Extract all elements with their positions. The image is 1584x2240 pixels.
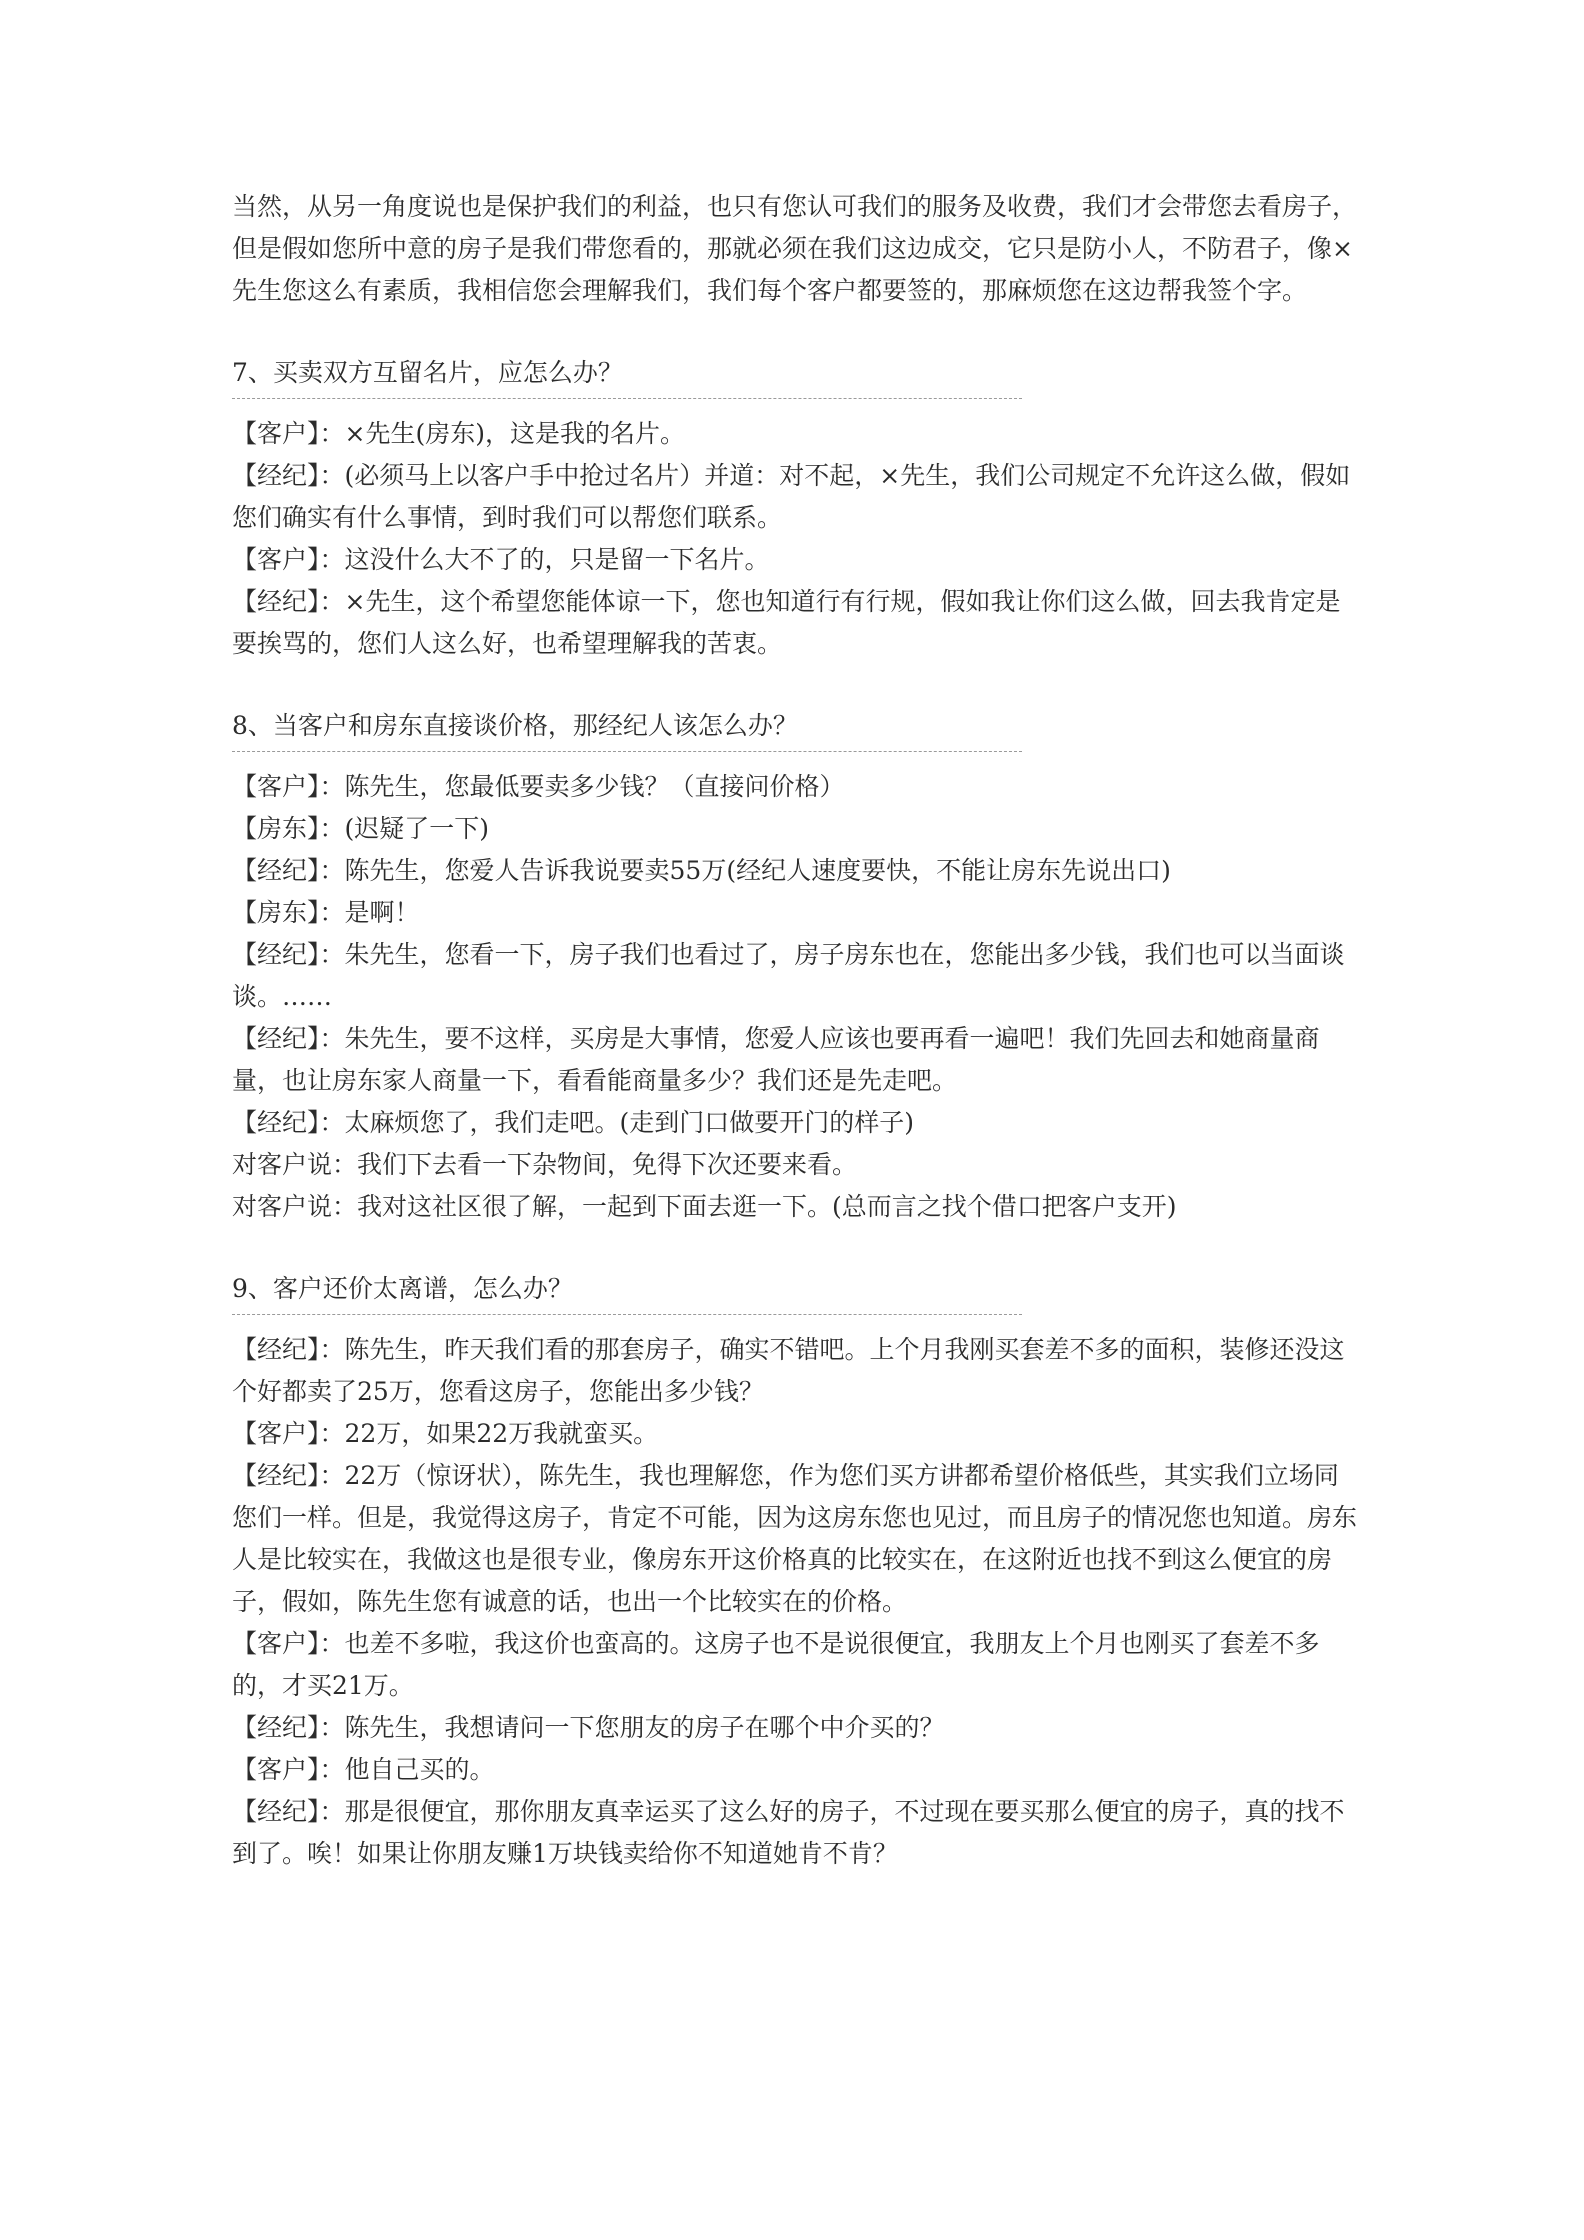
dialogue-text: ：×先生(房东)，这是我的名片。: [319, 419, 685, 448]
dialogue-line: [232, 1102, 1362, 1144]
document-page: [232, 186, 1362, 1875]
intro-paragraph: 当然，从另一角度说也是保护我们的利益，也只有您认可我们的服务及收费，我们才会带您去看房子，但是假如您所中意的房子是我们带您看的，那就必须在我们这边成交，它只是防小人，不防君子，像×先生您这么有素质，我相信您会理解我们，我们每个客户都要签的，那麻烦您在这边帮我签个字。: [232, 192, 1358, 305]
speaker-label: 【房东】: [232, 898, 320, 927]
dialogue-line: [232, 413, 1362, 455]
speaker-label: 【经纪】: [232, 1713, 320, 1742]
dialogue-line: [232, 1329, 1362, 1413]
speaker-label: 【经纪】: [232, 587, 320, 616]
dialogue-text: ：朱先生，您看一下，房子我们也看过了，房子房东也在，您能出多少钱，我们也可以当面谈谈。……: [232, 940, 1345, 1011]
dialogue-line: [232, 1623, 1362, 1707]
dialogue-text: ：朱先生，要不这样，买房是大事情，您爱人应该也要再看一遍吧！我们先回去和她商量商量，也让房东家人商量一下，看看能商量多少？我们还是先走吧。: [232, 1024, 1320, 1095]
dialogue-line: [232, 808, 1362, 850]
dialogue-text: 对客户说：我们下去看一下杂物间，免得下次还要来看。: [232, 1150, 858, 1179]
dialogue-text: 对客户说：我对这社区很了解，一起到下面去逛一下。(总而言之找个借口把客户支开): [232, 1192, 1177, 1221]
dialogue-text: ：也差不多啦，我这价也蛮高的。这房子也不是说很便宜，我朋友上个月也刚买了套差不多的，才买21万。: [232, 1629, 1320, 1700]
dialogue-text: ：陈先生，您爱人告诉我说要卖55万(经纪人速度要快，不能让房东先说出口): [319, 856, 1171, 885]
speaker-label: 【客户】: [232, 1629, 320, 1658]
dialogue-line: [232, 1791, 1362, 1875]
dialogue-text: ：陈先生，您最低要卖多少钱？（直接问价格）: [319, 772, 845, 801]
speaker-label: 【经纪】: [232, 1024, 320, 1053]
dialogue-text: ：(迟疑了一下): [319, 814, 490, 843]
speaker-label: 【经纪】: [232, 1797, 320, 1826]
dialogue-line: [232, 892, 1362, 934]
dialogue-line: [232, 1144, 1362, 1186]
dialogue-text: ：陈先生，我想请问一下您朋友的房子在哪个中介买的？: [319, 1713, 945, 1742]
dialogue-line: [232, 934, 1362, 1018]
section-7: [232, 352, 1362, 665]
dialogue-text: ：那是很便宜，那你朋友真幸运买了这么好的房子，不过现在要买那么便宜的房子，真的找不到了。唉！如果让你朋友赚1万块钱卖给你不知道她肯不肯？: [232, 1797, 1345, 1868]
dialogue-line: [232, 1707, 1362, 1749]
dashed-divider: [232, 1314, 1022, 1315]
dialogue-text: ：太麻烦您了，我们走吧。(走到门口做要开门的样子): [319, 1108, 915, 1137]
speaker-label: 【客户】: [232, 419, 320, 448]
section-8: [232, 705, 1362, 1228]
section-heading: 8、当客户和房东直接谈价格，那经纪人该怎么办？: [232, 711, 798, 740]
dialogue-text: ：×先生，这个希望您能体谅一下，您也知道行有行规，假如我让你们这么做，回去我肯定是要挨骂的，您们人这么好，也希望理解我的苦衷。: [232, 587, 1341, 658]
spacer: [232, 312, 1362, 352]
dialogue-line: [232, 1455, 1362, 1623]
dialogue-text: ：这没什么大不了的，只是留一下名片。: [319, 545, 770, 574]
dialogue-line: [232, 455, 1362, 539]
dialogue-line: [232, 539, 1362, 581]
speaker-label: 【客户】: [232, 1419, 320, 1448]
speaker-label: 【客户】: [232, 545, 320, 574]
dialogue-text: ：22万，如果22万我就蛮买。: [319, 1419, 659, 1448]
speaker-label: 【经纪】: [232, 856, 320, 885]
section-9: [232, 1268, 1362, 1875]
dialogue-text: ：22万（惊讶状），陈先生，我也理解您，作为您们买方讲都希望价格低些，其实我们立场同您们一样。但是，我觉得这房子，肯定不可能，因为这房东您也见过，而且房子的情况您也知道。房东人是比较实在，我做这也是很专业，像房东开这价格真的比较实在，在这附近也找不到这么便宜的房子，假如，陈先生您有诚意的话，也出一个比较实在的价格。: [232, 1461, 1358, 1616]
speaker-label: 【经纪】: [232, 1335, 320, 1364]
speaker-label: 【客户】: [232, 1755, 320, 1784]
section-heading: 7、买卖双方互留名片，应怎么办？: [232, 358, 623, 387]
spacer: [232, 1228, 1362, 1268]
dialogue-line: [232, 766, 1362, 808]
dialogue-text: ：是啊！: [319, 898, 420, 927]
speaker-label: 【房东】: [232, 814, 320, 843]
dialogue-line: [232, 850, 1362, 892]
dialogue-line: [232, 1186, 1362, 1228]
dialogue-text: ：(必须马上以客户手中抢过名片）并道：对不起，×先生，我们公司规定不允许这么做，假如您们确实有什么事情，到时我们可以帮您们联系。: [232, 461, 1351, 532]
speaker-label: 【经纪】: [232, 1461, 320, 1490]
dashed-divider: [232, 398, 1022, 399]
section-heading: 9、客户还价太离谱，怎么办？: [232, 1274, 573, 1303]
dialogue-line: [232, 1018, 1362, 1102]
speaker-label: 【经纪】: [232, 461, 320, 490]
dialogue-line: [232, 1413, 1362, 1455]
speaker-label: 【经纪】: [232, 940, 320, 969]
speaker-label: 【经纪】: [232, 1108, 320, 1137]
dialogue-line: [232, 581, 1362, 665]
dialogue-text: ：陈先生，昨天我们看的那套房子，确实不错吧。上个月我刚买套差不多的面积，装修还没这个好都卖了25万，您看这房子，您能出多少钱？: [232, 1335, 1345, 1406]
dashed-divider: [232, 751, 1022, 752]
dialogue-line: [232, 1749, 1362, 1791]
dialogue-text: ：他自己买的。: [319, 1755, 495, 1784]
spacer: [232, 665, 1362, 705]
speaker-label: 【客户】: [232, 772, 320, 801]
